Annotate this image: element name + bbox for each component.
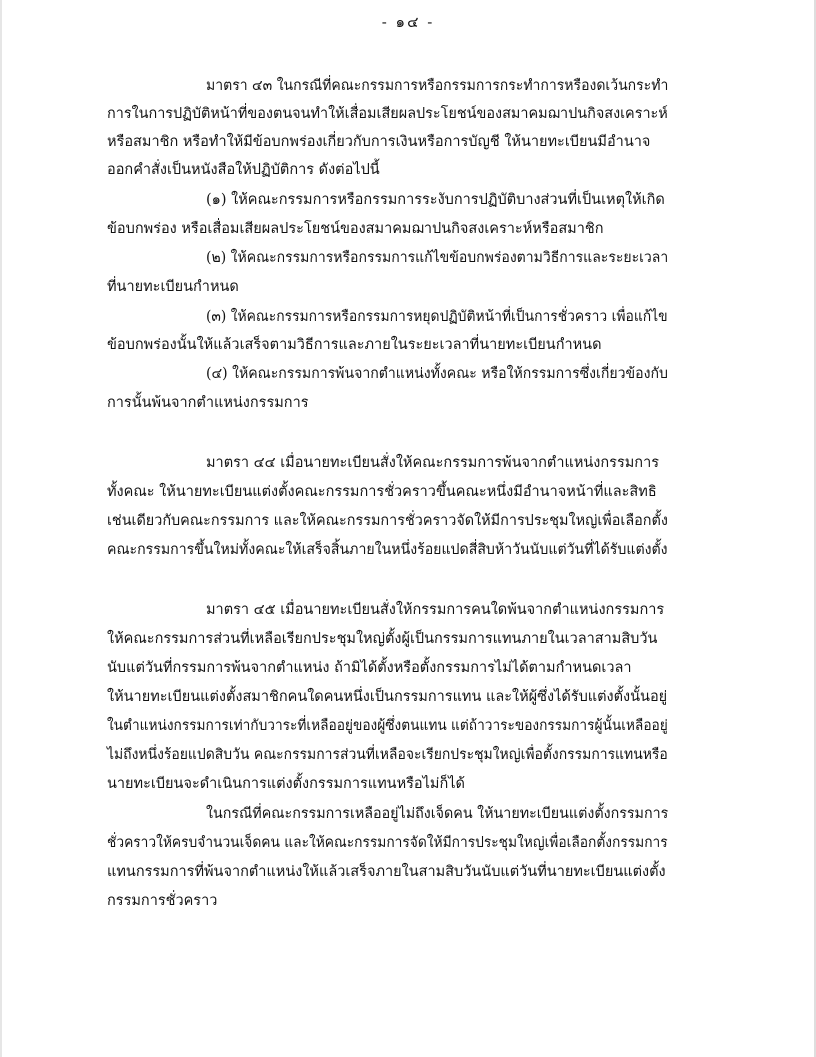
section-43-line: หรือสมาชิก หรือทำให้มีข้อบกพร่องเกี่ยวกับการเงินหรือการบัญชี ให้นายทะเบียนมีอำนาจ [107, 134, 651, 150]
section-45-line: ชั่วคราวให้ครบจำนวนเจ็ดคน และให้คณะกรรมการจัดให้มีการประชุมใหญ่เพื่อเลือกตั้งกรรมการ [107, 835, 668, 851]
section-44-line: ทั้งคณะ ให้นายทะเบียนแต่งตั้งคณะกรรมการชั่วคราวขึ้นคณะหนึ่งมีอำนาจหน้าที่และสิทธิ [107, 484, 657, 500]
section-45-line: นายทะเบียนจะดำเนินการแต่งตั้งกรรมการแทนหรือไม่ก็ได้ [107, 776, 465, 792]
section-43-heading: มาตรา ๔๓ ในกรณีที่คณะกรรมการหรือกรรมการกระทำการหรืองดเว้นกระทำ [206, 78, 669, 94]
section-45-line: ให้คณะกรรมการส่วนที่เหลือเรียกประชุมใหญ่ตั้งผู้เป็นกรรมการแทนภายในเวลาสามสิบวัน [107, 631, 658, 647]
section-43-line: ที่นายทะเบียนกำหนด [107, 279, 239, 295]
section-45-line: แทนกรรมการที่พ้นจากตำแหน่งให้แล้วเสร็จภายในสามสิบวันนับแต่วันที่นายทะเบียนแต่งตั้ง [107, 864, 666, 880]
section-43-line: ข้อบกพร่องนั้นให้แล้วเสร็จตามวิธีการและภายในระยะเวลาที่นายทะเบียนกำหนด [107, 337, 602, 353]
section-45-line: ไม่ถึงหนึ่งร้อยแปดสิบวัน คณะกรรมการส่วนที่เหลือจะเรียกประชุมใหญ่เพื่อตั้งกรรมการแทนหรือ [107, 747, 668, 763]
section-43-line: ออกคำสั่งเป็นหนังสือให้ปฏิบัติการ ดังต่อไปนี้ [107, 162, 380, 178]
section-45-heading: มาตรา ๔๕ เมื่อนายทะเบียนสั่งให้กรรมการคนใดพ้นจากตำแหน่งกรรมการ [206, 602, 665, 618]
section-44-line: เช่นเดียวกับคณะกรรมการ และให้คณะกรรมการชั่วคราวจัดให้มีการประชุมใหญ่เพื่อเลือกตั้ง [107, 513, 668, 529]
scan-left-edge [0, 0, 2, 1057]
section-44-heading: มาตรา ๔๔ เมื่อนายทะเบียนสั่งให้คณะกรรมการพ้นจากตำแหน่งกรรมการ [206, 455, 659, 471]
section-45-line: ในตำแหน่งกรรมการเท่ากับวาระที่เหลืออยู่ของผู้ซึ่งตนแทน แต่ถ้าวาระของกรรมการผู้นั้นเหลืออยู่ [107, 718, 668, 734]
section-43-item-1: (๑) ให้คณะกรรมการหรือกรรมการระงับการปฏิบัติบางส่วนที่เป็นเหตุให้เกิด [206, 192, 665, 208]
section-43-item-2: (๒) ให้คณะกรรมการหรือกรรมการแก้ไขข้อบกพร่องตามวิธีการและระยะเวลา [206, 250, 669, 266]
section-45-line: กรรมการชั่วคราว [107, 893, 218, 909]
page-number: - ๑๔ - [381, 13, 435, 31]
section-44-line: คณะกรรมการขึ้นใหม่ทั้งคณะให้เสร็จสิ้นภายในหนึ่งร้อยแปดสี่สิบห้าวันนับแต่วันที่ได้รับแต่งตั้ง [107, 542, 668, 558]
section-43-line: ข้อบกพร่อง หรือเสื่อมเสียผลประโยชน์ของสมาคมฌาปนกิจสงเคราะห์หรือสมาชิก [107, 221, 604, 237]
section-43-line: การนั้นพ้นจากตำแหน่งกรรมการ [107, 395, 309, 411]
section-43-line: การในการปฏิบัติหน้าที่ของตนจนทำให้เสื่อมเสียผลประโยชน์ของสมาคมฌาปนกิจสงเคราะห์ [107, 106, 668, 122]
section-43-item-3: (๓) ให้คณะกรรมการหรือกรรมการหยุดปฏิบัติหน้าที่เป็นการชั่วคราว เพื่อแก้ไข [206, 309, 668, 325]
section-45-line: ให้นายทะเบียนแต่งตั้งสมาชิกคนใดคนหนึ่งเป็นกรรมการแทน และให้ผู้ซึ่งได้รับแต่งตั้งนั้นอยู่ [107, 689, 668, 705]
section-45-line: นับแต่วันที่กรรมการพ้นจากตำแหน่ง ถ้ามิได้ตั้งหรือตั้งกรรมการไม่ได้ตามกำหนดเวลา [107, 660, 632, 676]
section-43-item-4: (๔) ให้คณะกรรมการพ้นจากตำแหน่งทั้งคณะ หรือให้กรรมการซึ่งเกี่ยวข้องกับ [206, 366, 668, 382]
section-45-paragraph-2: ในกรณีที่คณะกรรมการเหลืออยู่ไม่ถึงเจ็ดคน ให้นายทะเบียนแต่งตั้งกรรมการ [206, 806, 669, 822]
